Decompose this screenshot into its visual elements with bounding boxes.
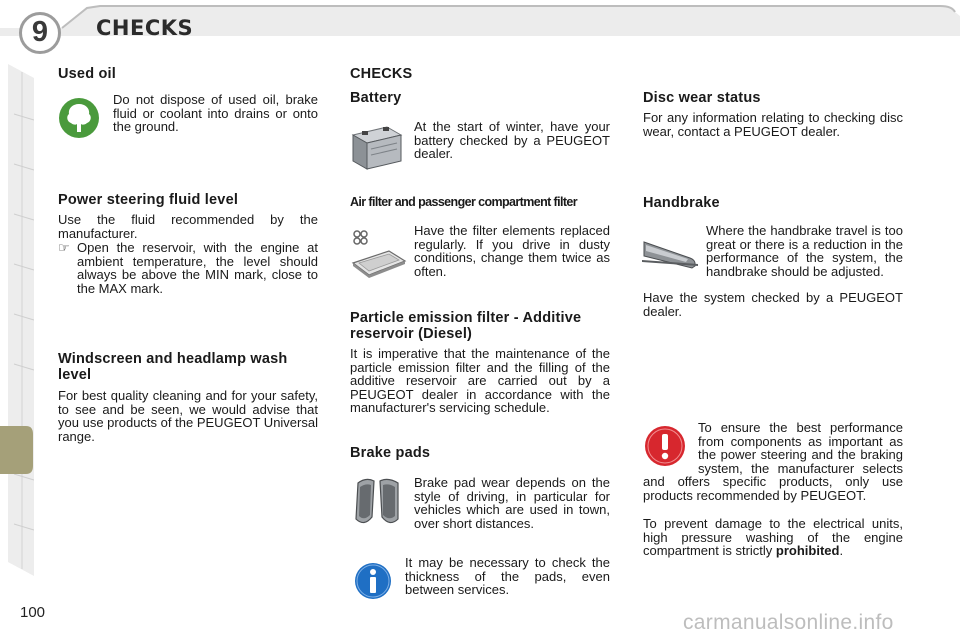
disc-wear-text: For any information relating to checking disc wear, contact a PEUGEOT dealer.	[643, 110, 903, 139]
warning-text-2-prefix: To prevent damage to the electrical units, high pressure washing of the engine compartment is strictly	[643, 516, 903, 559]
air-filter-heading: Air filter and passenger compartment filter	[350, 195, 578, 209]
power-steering-bullet-text: Open the reservoir, with the engine at ambient temperature, the level should always be above the MIN mark, close to the MAX mark.	[77, 240, 318, 296]
page-number: 100	[20, 604, 46, 621]
used-oil-heading: Used oil	[58, 66, 116, 82]
handbrake-text-2: Have the system checked by a PEUGEOT dealer.	[643, 290, 903, 319]
air-filter-text: Have the filter elements replaced regularly. If you drive in dusty conditions, change them twice as often.	[414, 223, 610, 279]
brake-pads-heading: Brake pads	[350, 445, 431, 461]
battery-icon	[347, 117, 405, 175]
warning-text-2	[643, 517, 903, 558]
tree-icon	[58, 97, 100, 139]
chapter-number: 9	[31, 16, 49, 48]
particle-filter-heading: Particle emission filter - Additive reservoir (Diesel)	[350, 310, 582, 342]
power-steering-text: Use the fluid recommended by the manufacturer.	[58, 212, 318, 241]
battery-text: At the start of winter, have your battery checked by a PEUGEOT dealer.	[414, 119, 610, 162]
brake-pads-icon	[352, 475, 404, 533]
warning-text-body: To ensure the best performance from components as important as the power steering and the braking system, the manufacturer selects and offers specific products, only use products recommended by PEUGEOT.	[643, 420, 903, 503]
battery-heading: Battery	[350, 90, 402, 106]
handbrake-text: Where the handbrake travel is too great or there is a reduction in the performance of the system, the handbrake should be adjusted.	[706, 223, 903, 279]
brake-pads-text: Brake pad wear depends on the style of driving, in particular for vehicles which are used in town, over short distances.	[414, 475, 610, 531]
air-filter-icon	[349, 225, 407, 283]
prohibited-emphasis: prohibited	[775, 543, 840, 559]
windscreen-text: For best quality cleaning and for your safety, to see and be seen, we would advise that you use products of the PEUGEOT Universal range.	[58, 388, 318, 444]
power-steering-bullet	[58, 241, 318, 295]
page-title: CHECKS	[96, 16, 194, 40]
info-note-text: It may be necessary to check the thickness of the pads, even between services.	[405, 555, 610, 598]
handbrake-heading: Handbrake	[643, 195, 720, 211]
info-icon	[354, 561, 392, 601]
power-steering-heading: Power steering fluid level	[58, 192, 239, 208]
warning-text-2-suffix: .	[839, 543, 844, 559]
used-oil-text: Do not dispose of used oil, brake fluid or coolant into drains or onto the ground.	[113, 92, 318, 135]
warning-text	[643, 421, 903, 503]
pointing-hand-icon: ☞	[58, 240, 70, 255]
watermark: carmanualsonline.info	[683, 611, 894, 634]
handbrake-icon	[640, 226, 700, 274]
chapter-tab-rail	[0, 64, 34, 576]
disc-wear-heading: Disc wear status	[643, 90, 761, 106]
section-title: CHECKS	[350, 66, 413, 82]
particle-filter-text: It is imperative that the maintenance of the particle emission filter and the filling of the additive reservoir are carried out by a PEUGEOT dealer in accordance with the manufacturer's servicing schedule.	[350, 346, 610, 416]
windscreen-heading: Windscreen and headlamp wash level	[58, 351, 288, 383]
